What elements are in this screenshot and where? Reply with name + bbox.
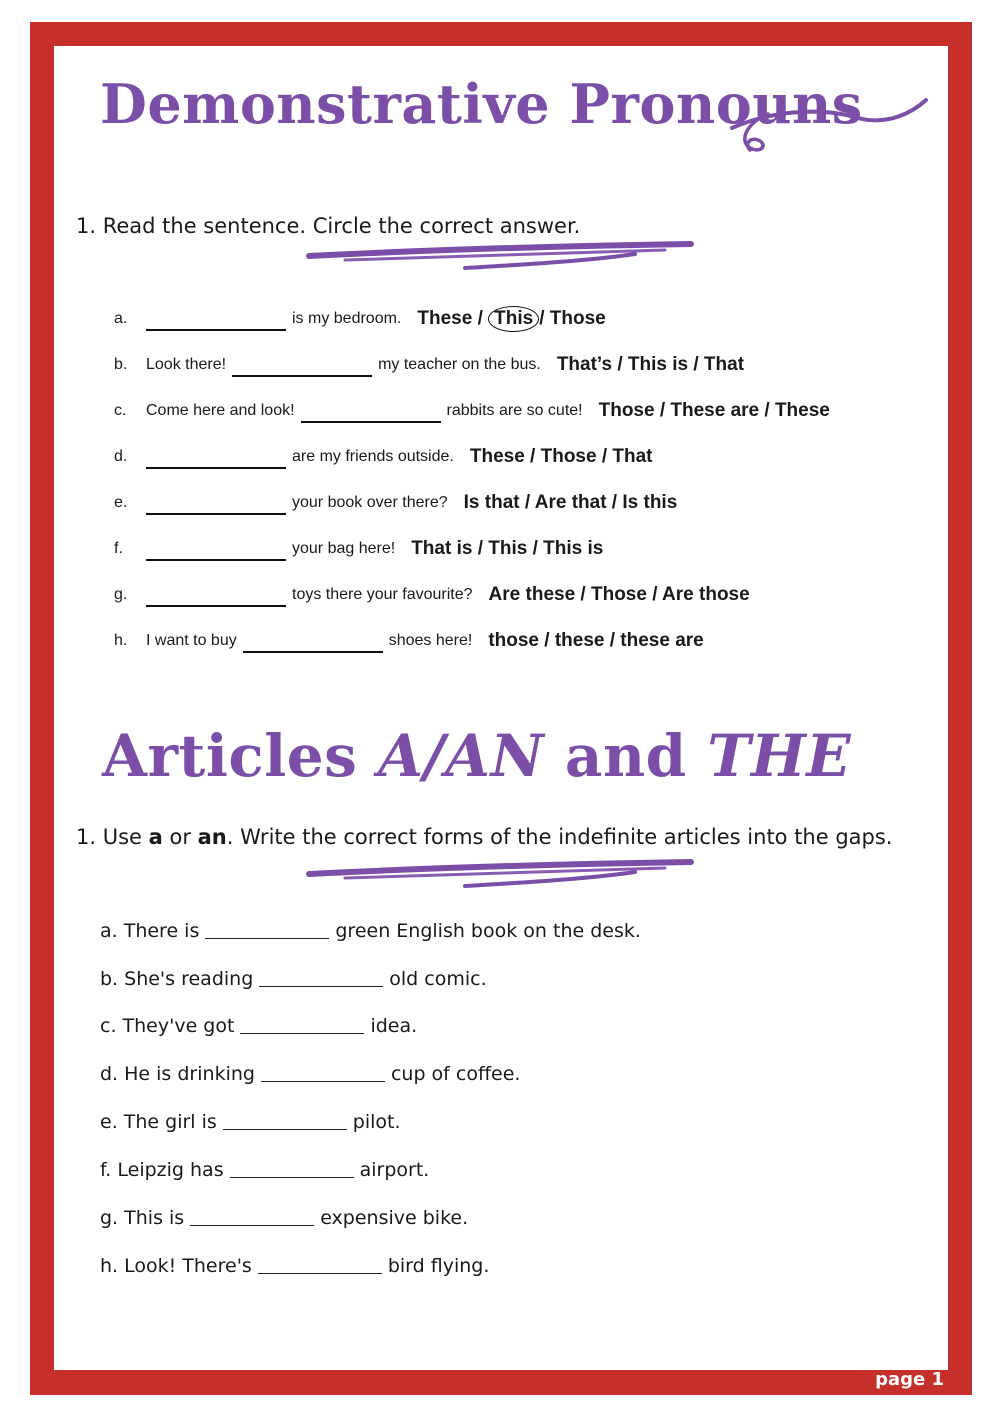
article-item-h: h. Look! There's bird flying. [100,1255,490,1277]
pronoun-item-h: h. I want to buy shoes here! those / these / these are [114,630,704,651]
answer-blank[interactable] [230,1161,354,1178]
answer-choices[interactable]: That is / This / This is [411,538,604,559]
answer-blank[interactable] [243,637,383,653]
pronoun-item-b: b. Look there! my teacher on the bus. That’s / This is / That [114,354,745,375]
answer-blank[interactable] [205,922,329,939]
pronoun-item-g: g. toys there your favourite? Are these / Those / Are those [114,584,750,605]
answer-blank[interactable] [190,1209,314,1226]
pronoun-item-a: a. is my bedroom. These / This / Those [114,304,606,334]
circled-answer[interactable]: This [488,306,539,332]
answer-choices[interactable]: Is that / Are that / Is this [463,492,678,513]
instruction2-brush-underline [305,858,695,892]
article-item-d: d. He is drinking cup of coffee. [100,1063,521,1085]
answer-blank[interactable] [146,499,286,515]
pronoun-item-f: f. your bag here! That is / This / This is [114,538,604,559]
answer-blank[interactable] [261,1065,385,1082]
answer-blank[interactable] [146,545,286,561]
answer-blank[interactable] [258,1257,382,1274]
answer-choices[interactable]: These / Those / That [469,446,653,467]
answer-choices[interactable]: Are these / Those / Are those [488,584,750,605]
answer-choices: These / This / Those [417,306,605,332]
answer-blank[interactable] [146,591,286,607]
pronoun-item-c: c. Come here and look! rabbits are so cute! Those / These are / These [114,400,830,421]
article-item-c: c. They've got idea. [100,1015,418,1037]
article-item-e: e. The girl is pilot. [100,1111,401,1133]
article-item-b: b. She's reading old comic. [100,968,487,990]
answer-choices[interactable]: That’s / This is / That [556,354,745,375]
answer-blank[interactable] [146,315,286,331]
article-item-f: f. Leipzig has airport. [100,1159,430,1181]
section2-instruction: 1. Use a or an. Write the correct forms of the indefinite articles into the gaps. [76,825,893,849]
answer-blank[interactable] [223,1113,347,1130]
section2-title: Articles A/AN and THE [102,722,852,790]
answer-choices[interactable]: those / these / these are [488,630,704,651]
answer-blank[interactable] [146,453,286,469]
pronoun-item-e: e. your book over there? Is that / Are that / Is this [114,492,678,513]
answer-blank[interactable] [240,1017,364,1034]
answer-blank[interactable] [232,361,372,377]
section1-title: Demonstrative Pronouns [100,72,863,136]
answer-choices[interactable]: Those / These are / These [598,400,830,421]
title-swash-decoration [728,92,933,162]
section1-instruction: 1. Read the sentence. Circle the correct answer. [76,214,581,238]
instruction1-brush-underline [305,240,695,274]
answer-blank[interactable] [259,970,383,987]
page-number: page 1 [875,1369,944,1390]
article-item-a: a. There is green English book on the desk. [100,920,641,942]
pronoun-item-d: d. are my friends outside. These / Those / That [114,446,653,467]
answer-blank[interactable] [301,407,441,423]
article-item-g: g. This is expensive bike. [100,1207,469,1229]
